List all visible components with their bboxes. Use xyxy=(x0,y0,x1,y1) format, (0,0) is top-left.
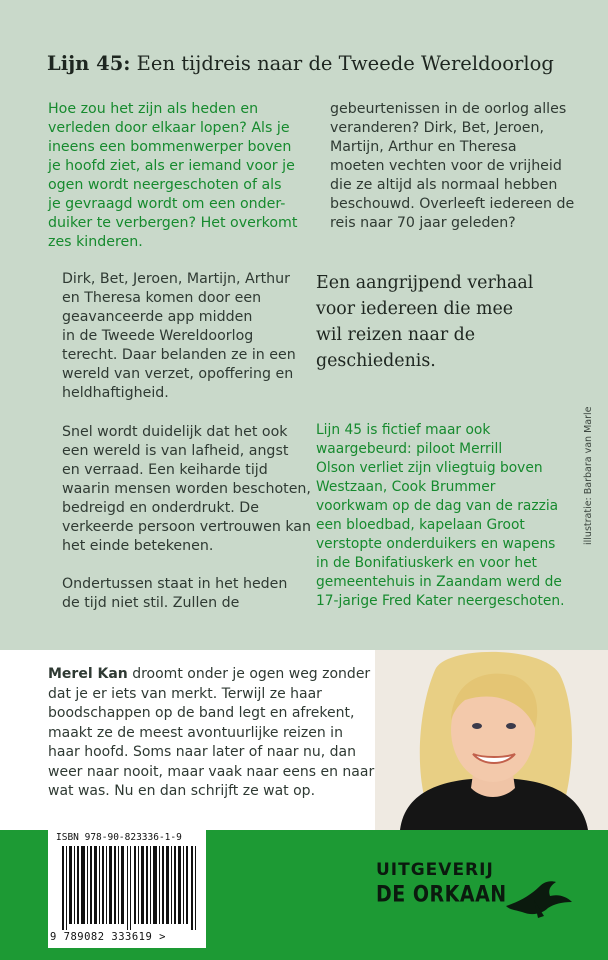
ean-digits: 9 789082 333619 > xyxy=(50,931,166,943)
isbn-label: ISBN 978-90-823336-1-9 xyxy=(56,832,182,843)
publisher-name-line-2: DE ORKAAN xyxy=(376,882,507,908)
story-paragraph-2: Snel wordt duidelijk dat het ook een wereld is van lafheid, angst en verraad. Een keiharde tijd waarin mensen worden beschoten, bedreigd en onderdrukt. De verkeerde persoon vertrouwen kan het einde betekenen. xyxy=(62,424,311,554)
story-paragraph-1: Dirk, Bet, Jeroen, Martijn, Arthur en Theresa komen door een geavanceerde app midden in de Tweede Wereldoorlog terecht. Daar belanden ze in een wereld van verzet, opoffering en heldhaftigheid. xyxy=(62,271,296,401)
book-title: Lijn 45: Een tijdreis naar de Tweede Wereldoorlog xyxy=(47,52,554,75)
publisher-logo xyxy=(376,858,576,928)
story-paragraph-3: Ondertussen staat in het heden de tijd niet stil. Zullen de xyxy=(62,576,288,611)
facts-paragraph: Lijn 45 is fictief maar ook waargebeurd: piloot Merrill Olson verliet zijn vliegtuig boven Westzaan, Cook Brummer voorkwam op de dag van de razzia een bloedbad, kapelaan Groot verstopte onderduikers en wapens in de Bonifatiuskerk en voor het gemeentehuis in Zaandam werd de 17-jarige Fred Kater neergeschoten. xyxy=(316,422,565,609)
publisher-name-line-1: UITGEVERIJ xyxy=(376,860,494,880)
author-bio: Merel Kan droomt onder je ogen weg zonder dat je er iets van merkt. Terwijl ze haar boodschappen op de band legt en afrekent, maakt ze de meest avontuurlijke reizen in haar hoofd. Soms naar later of naar nu, dan weer naar nooit, maar vaak naar eens en naar wat was. Nu en dan schrijft ze wat op. xyxy=(48,666,375,799)
author-photo xyxy=(375,650,608,830)
barcode-graphic xyxy=(60,846,200,930)
intro-right-column: gebeurtenissen in de oorlog alles veranderen? Dirk, Bet, Jeroen, Martijn, Arthur en Theresa moeten vechten voor de vrijheid die ze altijd als normaal hebben beschouwd. Overleeft iedereen de reis naar 70 jaar geleden? xyxy=(330,101,575,231)
bird-icon xyxy=(504,876,574,920)
intro-left-column: Hoe zou het zijn als heden en verleden door elkaar lopen? Als je ineens een bommenwerper boven je hoofd ziet, als er iemand voor je ogen wordt neergeschoten of als je gevraagd wordt om een onder- duiker te verbergen? Het overkomt zes kinderen. xyxy=(48,101,298,250)
author-name: Merel Kan xyxy=(48,666,128,682)
illustration-credit: illustratie: Barbara van Marle xyxy=(583,406,594,545)
pull-quote: Een aangrijpend verhaal voor iedereen die mee wil reizen naar de geschiedenis. xyxy=(316,273,534,371)
author-portrait-illustration xyxy=(375,650,608,830)
